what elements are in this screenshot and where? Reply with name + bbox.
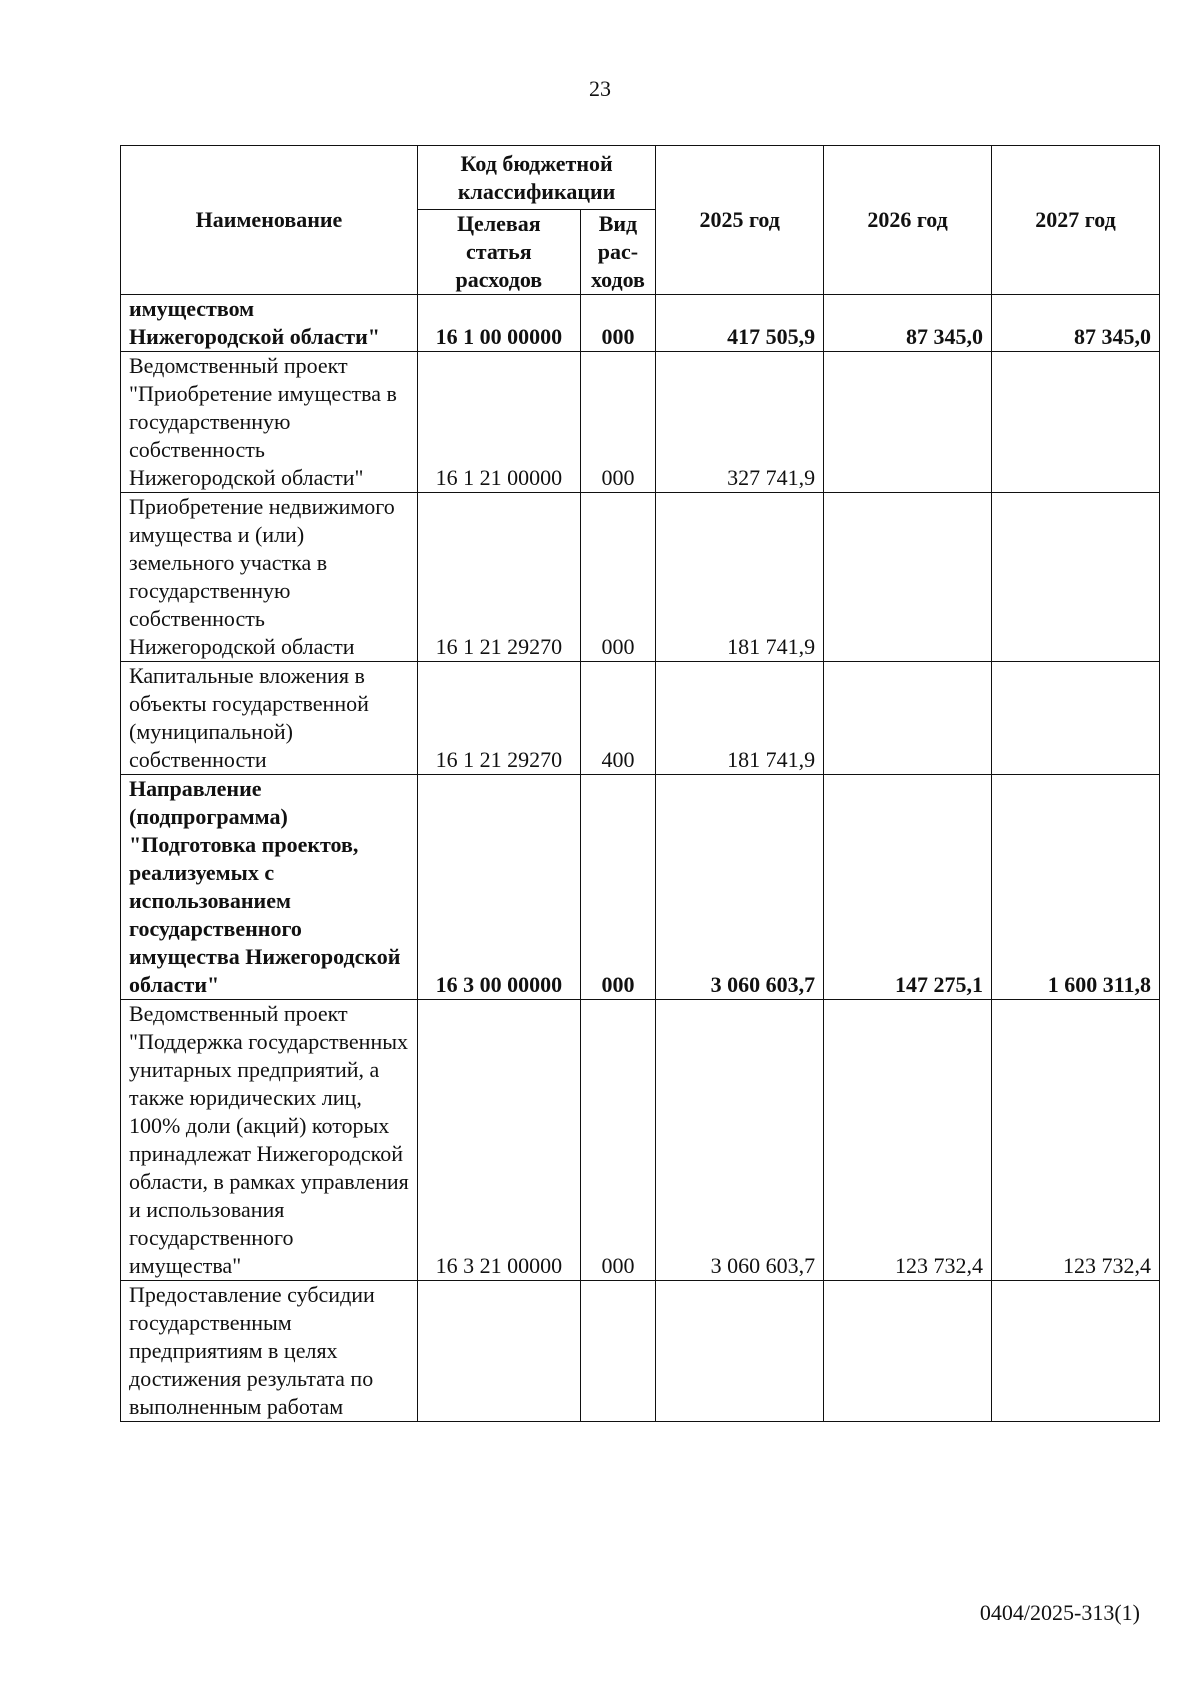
table-row bbox=[121, 295, 1160, 352]
row-target-code-cell bbox=[418, 1281, 581, 1422]
document-code: 0404/2025-313(1) bbox=[979, 1600, 1140, 1625]
row-2027-value-cell: 87 345,0 bbox=[992, 295, 1160, 352]
row-name-cell: Ведомственный проект "Поддержка государственных унитарных предприятий, а также юридических лиц, 100% доли (акций) которых принадлежат Нижегородской области, в рамках управления и использования государственного имущества" bbox=[121, 1000, 418, 1281]
row-2025-value-cell: 181 741,9 bbox=[656, 493, 824, 662]
header-code-group: Код бюджетной классификации bbox=[418, 146, 656, 210]
row-2027-value-cell: 1 600 311,8 bbox=[992, 775, 1160, 1000]
row-target-code-cell: 16 3 00 00000 bbox=[418, 775, 581, 1000]
header-target-article: Целевая статья расходов bbox=[418, 210, 581, 295]
row-2027-value-cell: 123 732,4 bbox=[992, 1000, 1160, 1281]
row-2026-value-cell: 147 275,1 bbox=[824, 775, 992, 1000]
row-2027-value-cell bbox=[992, 1281, 1160, 1422]
row-name-cell: Направление (подпрограмма) "Подготовка проектов, реализуемых с использованием государственного имущества Нижегородской области" bbox=[121, 775, 418, 1000]
row-2026-value-cell: 123 732,4 bbox=[824, 1000, 992, 1281]
row-2026-value-cell bbox=[824, 1281, 992, 1422]
row-2027-value-cell bbox=[992, 493, 1160, 662]
table-row bbox=[121, 662, 1160, 775]
table-row bbox=[121, 352, 1160, 493]
row-name-cell: Предоставление субсидии государственным предприятиям в целях достижения результата по выполненным работам bbox=[121, 1281, 418, 1422]
row-expense-type-cell bbox=[580, 1281, 656, 1422]
row-2025-value-cell: 3 060 603,7 bbox=[656, 775, 824, 1000]
row-2025-value-cell: 181 741,9 bbox=[656, 662, 824, 775]
row-2027-value-cell bbox=[992, 662, 1160, 775]
row-2026-value-cell bbox=[824, 352, 992, 493]
row-expense-type-cell: 000 bbox=[580, 1000, 656, 1281]
header-2025: 2025 год bbox=[656, 146, 824, 295]
table-row bbox=[121, 775, 1160, 1000]
budget-table bbox=[120, 145, 1160, 1422]
row-expense-type-cell: 400 bbox=[580, 662, 656, 775]
row-2025-value-cell: 3 060 603,7 bbox=[656, 1000, 824, 1281]
row-target-code-cell: 16 3 21 00000 bbox=[418, 1000, 581, 1281]
row-name-cell: Приобретение недвижимого имущества и (или) земельного участка в государственную собственность Нижегородской области bbox=[121, 493, 418, 662]
row-target-code-cell: 16 1 21 29270 bbox=[418, 493, 581, 662]
row-2026-value-cell bbox=[824, 662, 992, 775]
row-name-cell: имуществом Нижегородской области" bbox=[121, 295, 418, 352]
row-name-cell: Ведомственный проект "Приобретение имущества в государственную собственность Нижегородской области" bbox=[121, 352, 418, 493]
header-name: Наименование bbox=[121, 146, 418, 295]
header-2026: 2026 год bbox=[824, 146, 992, 295]
row-name-cell: Капитальные вложения в объекты государственной (муниципальной) собственности bbox=[121, 662, 418, 775]
row-expense-type-cell: 000 bbox=[580, 493, 656, 662]
table-row bbox=[121, 493, 1160, 662]
row-2026-value-cell bbox=[824, 493, 992, 662]
row-expense-type-cell: 000 bbox=[580, 352, 656, 493]
table-row bbox=[121, 1000, 1160, 1281]
row-target-code-cell: 16 1 21 00000 bbox=[418, 352, 581, 493]
header-expense-type: Вид рас-ходов bbox=[580, 210, 656, 295]
row-2025-value-cell: 417 505,9 bbox=[656, 295, 824, 352]
page-number: 23 bbox=[589, 76, 611, 101]
row-target-code-cell: 16 1 00 00000 bbox=[418, 295, 581, 352]
row-expense-type-cell: 000 bbox=[580, 775, 656, 1000]
row-expense-type-cell: 000 bbox=[580, 295, 656, 352]
row-2027-value-cell bbox=[992, 352, 1160, 493]
row-2025-value-cell bbox=[656, 1281, 824, 1422]
header-2027: 2027 год bbox=[992, 146, 1160, 295]
table-row bbox=[121, 1281, 1160, 1422]
row-target-code-cell: 16 1 21 29270 bbox=[418, 662, 581, 775]
row-2026-value-cell: 87 345,0 bbox=[824, 295, 992, 352]
row-2025-value-cell: 327 741,9 bbox=[656, 352, 824, 493]
